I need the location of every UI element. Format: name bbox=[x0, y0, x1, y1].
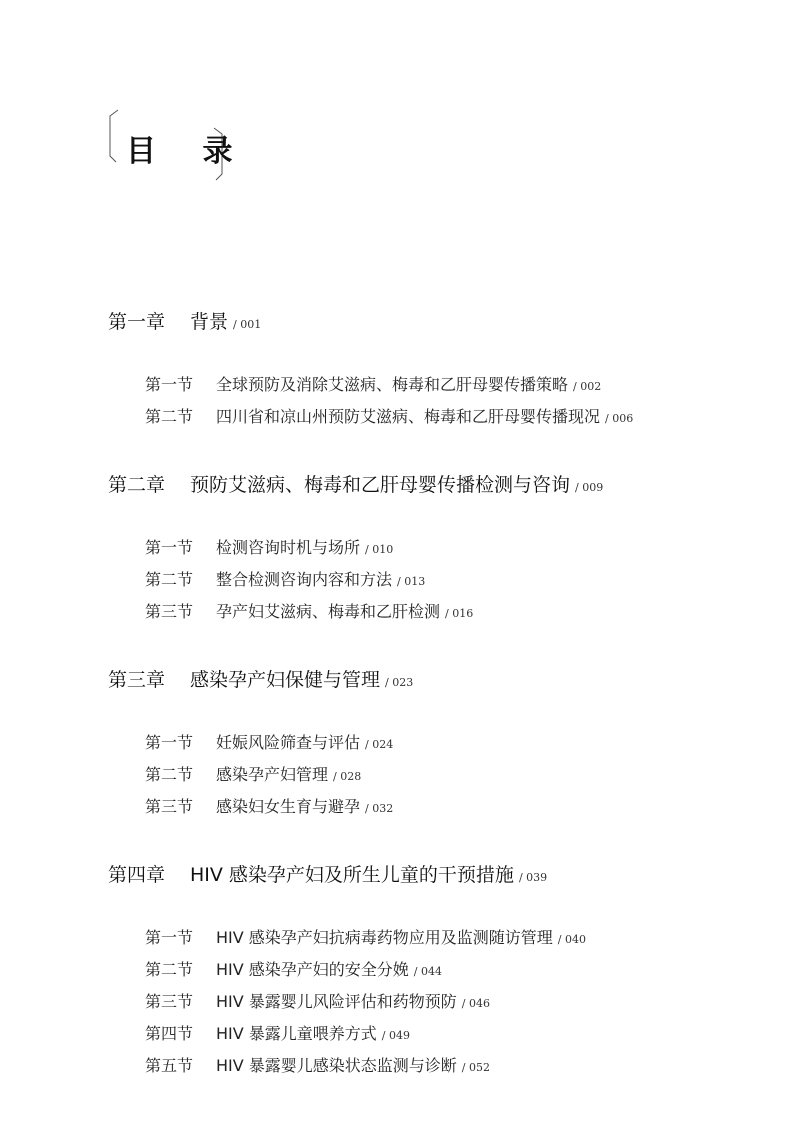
chapter-title: HIV 感染孕产妇及所生儿童的干预措施 bbox=[190, 864, 514, 886]
toc-heading bbox=[104, 108, 251, 182]
section-number: 第二节 bbox=[145, 765, 194, 784]
section-title: HIV 暴露儿童喂养方式 bbox=[216, 1024, 377, 1043]
section-title: 全球预防及消除艾滋病、梅毒和乙肝母婴传播策略 bbox=[216, 375, 569, 394]
page-number: / 006 bbox=[605, 412, 634, 425]
chapter-entry[interactable] bbox=[108, 307, 261, 334]
page-number: / 010 bbox=[365, 543, 394, 556]
section-entry[interactable] bbox=[145, 762, 361, 785]
section-entry[interactable] bbox=[145, 957, 442, 980]
page-number: / 028 bbox=[333, 770, 362, 783]
section-number: 第二节 bbox=[145, 570, 194, 589]
chapter-entry[interactable] bbox=[108, 470, 603, 497]
chapter-title: 背景 bbox=[190, 311, 229, 333]
section-title: 四川省和凉山州预防艾滋病、梅毒和乙肝母婴传播现况 bbox=[216, 407, 601, 426]
section-number: 第一节 bbox=[145, 733, 194, 752]
page-number: / 039 bbox=[518, 871, 548, 884]
section-number: 第四节 bbox=[145, 1024, 194, 1043]
page-number: / 052 bbox=[461, 1061, 490, 1074]
section-number: 第一节 bbox=[145, 375, 194, 394]
chapter-entry[interactable] bbox=[108, 860, 547, 887]
section-title: 孕产妇艾滋病、梅毒和乙肝检测 bbox=[216, 602, 441, 621]
section-entry[interactable] bbox=[145, 599, 473, 622]
section-number: 第一节 bbox=[145, 928, 194, 947]
page-number: / 046 bbox=[461, 997, 490, 1010]
chapter-number: 第四章 bbox=[108, 864, 166, 886]
section-title: 感染妇女生育与避孕 bbox=[216, 797, 361, 816]
page-title: 目 录 bbox=[126, 134, 251, 169]
chapter-title: 预防艾滋病、梅毒和乙肝母婴传播检测与咨询 bbox=[190, 474, 571, 496]
section-entry[interactable] bbox=[145, 989, 490, 1012]
page-number: / 013 bbox=[397, 575, 426, 588]
chapter-title: 感染孕产妇保健与管理 bbox=[190, 669, 381, 691]
section-number: 第二节 bbox=[145, 407, 194, 426]
chapter-entry[interactable] bbox=[108, 665, 413, 692]
section-number: 第五节 bbox=[145, 1056, 194, 1075]
section-number: 第二节 bbox=[145, 960, 194, 979]
chapter-number: 第二章 bbox=[108, 474, 166, 496]
section-entry[interactable] bbox=[145, 730, 393, 753]
section-title: 妊娠风险筛查与评估 bbox=[216, 733, 361, 752]
section-number: 第一节 bbox=[145, 538, 194, 557]
page-number: / 049 bbox=[381, 1029, 410, 1042]
page-number: / 002 bbox=[573, 380, 602, 393]
page-number: / 032 bbox=[365, 802, 394, 815]
section-entry[interactable] bbox=[145, 925, 586, 948]
section-title: 感染孕产妇管理 bbox=[216, 765, 329, 784]
section-title: HIV 暴露婴儿风险评估和药物预防 bbox=[216, 992, 457, 1011]
section-entry[interactable] bbox=[145, 1021, 410, 1044]
section-title: HIV 感染孕产妇的安全分娩 bbox=[216, 960, 409, 979]
section-entry[interactable] bbox=[145, 567, 425, 590]
section-number: 第三节 bbox=[145, 797, 194, 816]
chapter-number: 第三章 bbox=[108, 669, 166, 691]
page-number: / 044 bbox=[413, 965, 442, 978]
section-number: 第三节 bbox=[145, 602, 194, 621]
section-entry[interactable] bbox=[145, 372, 601, 395]
section-entry[interactable] bbox=[145, 535, 393, 558]
page-number: / 023 bbox=[385, 676, 414, 689]
section-number: 第三节 bbox=[145, 992, 194, 1011]
section-title: HIV 暴露婴儿感染状态监测与诊断 bbox=[216, 1056, 457, 1075]
chapter-number: 第一章 bbox=[108, 311, 166, 333]
section-title: HIV 感染孕产妇抗病毒药物应用及监测随访管理 bbox=[216, 928, 553, 947]
page-number: / 009 bbox=[575, 481, 604, 494]
page-number: / 016 bbox=[445, 607, 474, 620]
section-entry[interactable] bbox=[145, 794, 393, 817]
section-entry[interactable] bbox=[145, 1053, 490, 1076]
page-number: / 024 bbox=[365, 738, 394, 751]
section-title: 检测咨询时机与场所 bbox=[216, 538, 361, 557]
section-title: 整合检测咨询内容和方法 bbox=[216, 570, 393, 589]
page-number: / 001 bbox=[233, 318, 262, 331]
section-entry[interactable] bbox=[145, 404, 633, 427]
page-number: / 040 bbox=[557, 933, 586, 946]
